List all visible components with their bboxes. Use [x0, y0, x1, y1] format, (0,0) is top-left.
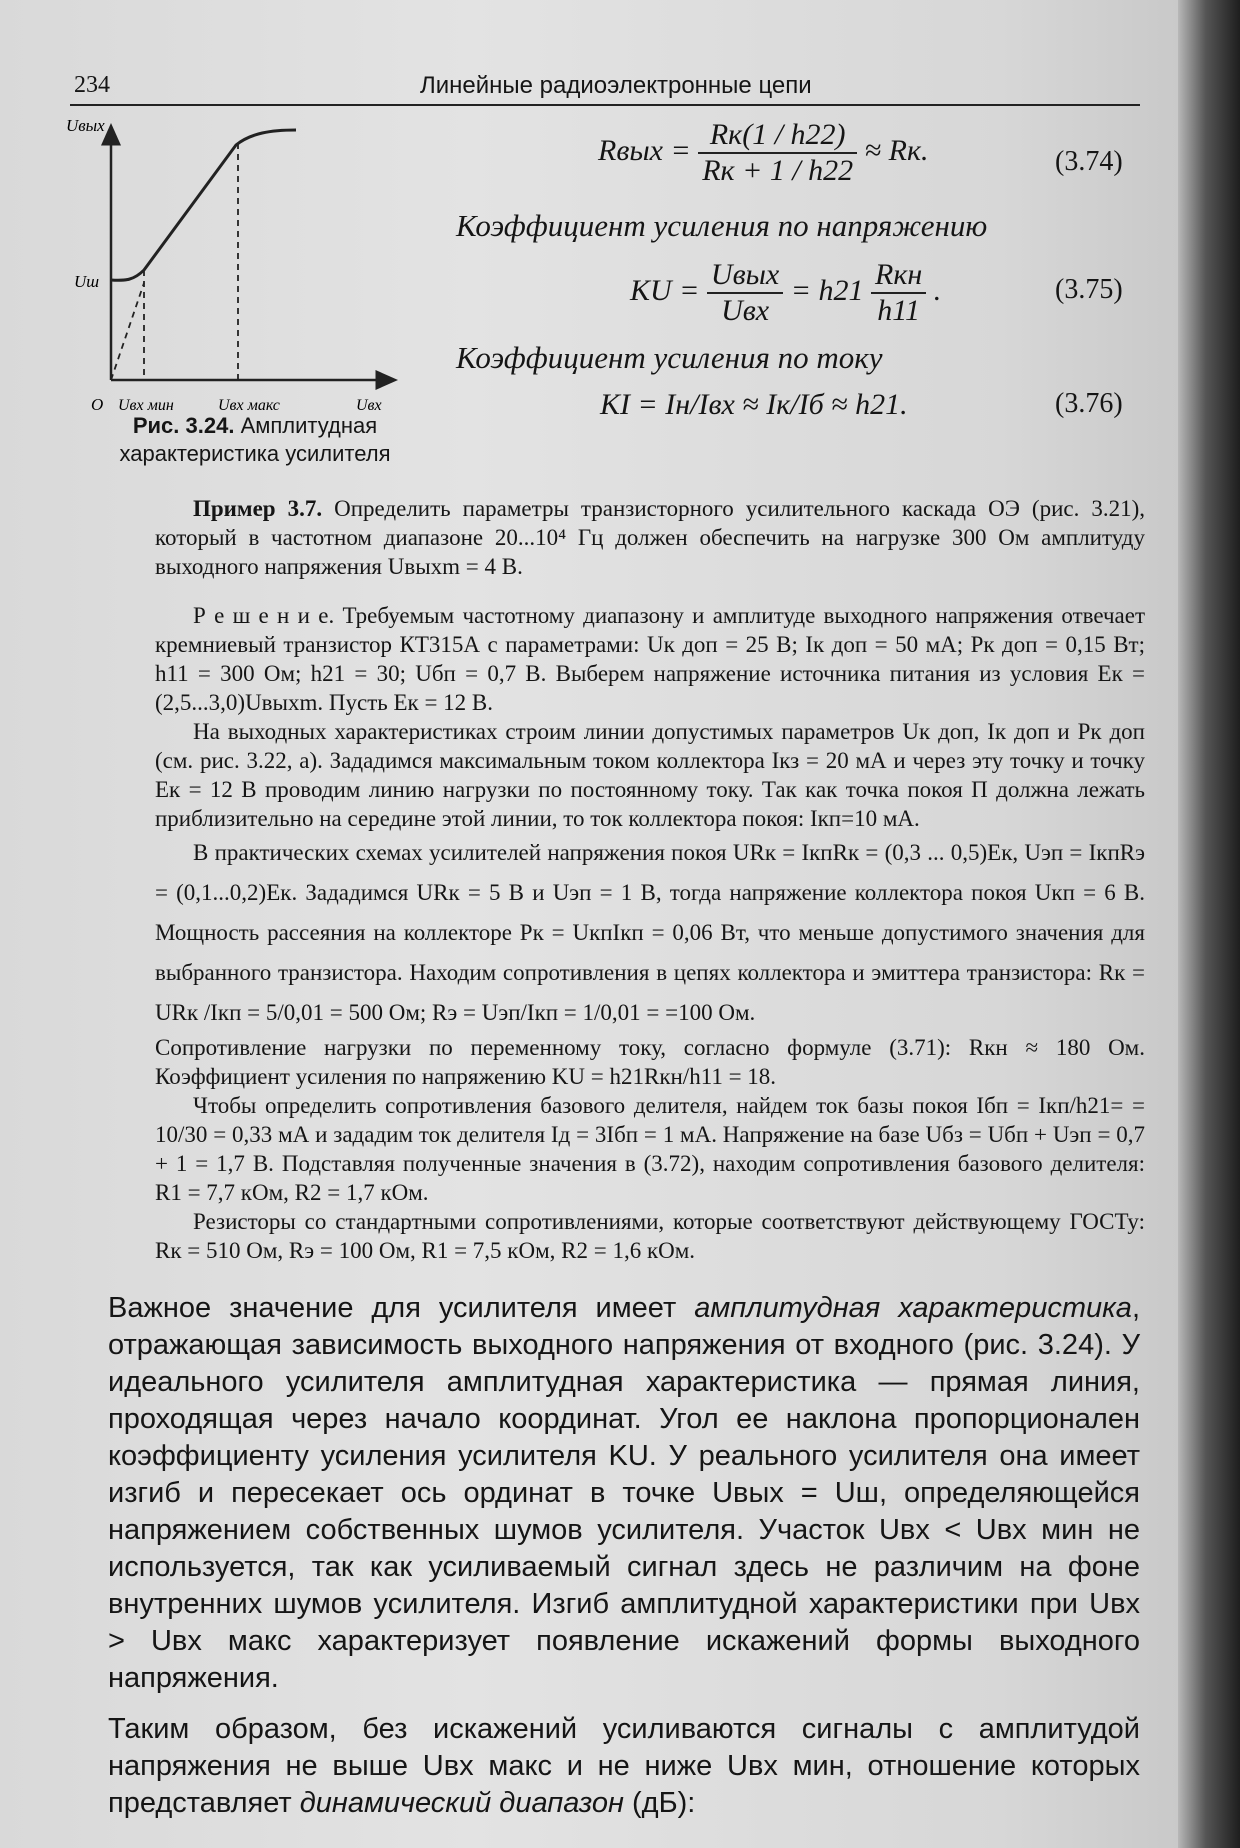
eq74-denominator: Rк + 1 / h22: [702, 154, 854, 187]
example-paragraph-4: В практических схемах усилителей напряжения покоя URк = IкпRк = (0,3 ... 0,5)Eк, Uэп = IкпRэ = (0,1...0,2)Eк. Зададимся URк = 5 В и Uэп = 1 В, тогда напряжение коллектора покоя Uкп = 6 В. Мощность рассеяния на коллекторе Pк = UкпIкп = 0,06 Вт, что меньше допустимого значения для выбранного транзистора. Находим сопротивления в цепях коллектора и эмиттера транзистора: Rк = URк /Iкп = 5/0,01 = 500 Ом; Rэ = Uэп/Iкп = 1/0,01 = =100 Ом.: [155, 840, 1145, 1025]
eq-number-3-75: (3.75): [1055, 274, 1123, 305]
example-block: [155, 494, 1145, 1265]
caption-number: Рис. 3.24.: [132, 413, 235, 438]
example-paragraph-3: На выходных характеристиках строим линии допустимых параметров Uк доп, Iк доп и Pк доп (см. рис. 3.22, а). Зададимся максимальным током коллектора Iкз = 20 мА и через эту точку и точку Eк = 12 В проводим линию нагрузки по постоянному току. Так как точка покоя П должна лежать приблизительно на середине этой линии, то ток коллектора покоя: Iкп=10 мА.: [155, 719, 1145, 831]
y-axis-label: Uвых: [66, 116, 105, 135]
example-paragraph-6: Чтобы определить сопротивления базового делителя, найдем ток базы покоя Iбп = Iкп/h21= = 10/30 = 0,33 мА и зададим ток делителя Iд = 3Iбп = 1 мА. Напряжение на базе Uбз = Uбп + Uэп = 0,7 + 1 = 1,7 В. Подставляя полученные значения в (3.72), находим сопротивления базового делителя: R1 = 7,7 кОм, R2 = 1,7 кОм.: [155, 1093, 1145, 1205]
ideal-line-dashed: [111, 283, 144, 380]
example-solution: Р е ш е н и е. Требуемым частотному диапазону и амплитуде выходного напряжения отвечает кремниевый транзистор КТ315А с параметрами: Uк доп = 25 В; Iк доп = 50 мА; Pк доп = 0,15 Вт; h11 = 300 Ом; h21 = 30; Uбп = 0,7 В. Выберем напряжение источника питания из условия Eк = (2,5...3,0)Uвыхm. Пусть Eк = 12 В.: [155, 603, 1146, 715]
origin-label: O: [91, 395, 104, 414]
x-min-label: Uвх мин: [118, 397, 174, 414]
equation-3-75: KU = $\frac{\text{Uвых}}{\text{Uвх}}$ = h21 $\frac{\text{Rкн}}{h11}$ .: [630, 258, 942, 327]
heading-current-gain: Коэффициент усиления по току: [456, 340, 883, 375]
main-paragraph-2: Таким образом, без искажений усиливаются сигналы с амплитудой напряжения не выше Uвх макс и не ниже Uвх мин, отношение которых представляет динамический диапазон (дБ):: [108, 1713, 1140, 1819]
book-spine-shadow: [1178, 0, 1240, 1848]
example-paragraph-5: Сопротивление нагрузки по переменному току, согласно формуле (3.71): Rкн ≈ 180 Ом. Коэффициент усиления по напряжению KU = h21Rкн/h11 = 18.: [155, 1035, 1145, 1089]
x-axis-label: Uвх: [356, 397, 382, 414]
example-paragraph-7: Резисторы со стандартными сопротивлениями, которые соответствуют действующему ГОСТу: Rк = 510 Ом, Rэ = 100 Ом, R1 = 7,5 кОм, R2 = 1,6 кОм.: [155, 1209, 1145, 1263]
noise-level-label: Uш: [74, 272, 100, 291]
solution-label: Р е ш е н и е.: [193, 603, 335, 628]
amplitude-characteristic-figure: [66, 116, 396, 414]
term-amplitude-characteristic: амплитудная характеристика: [694, 1292, 1132, 1324]
equation-3-74: Rвых = $\frac{Rк(1 / h22)}{Rк + 1 / h22}$ ≈ Rк.: [598, 118, 929, 187]
eq74-numerator: Rк(1 / h22): [698, 118, 857, 154]
page-number: 234: [74, 72, 110, 98]
characteristic-curve: [111, 130, 296, 280]
page-header: [70, 70, 1140, 106]
running-title: Линейные радиоэлектронные цепи: [420, 72, 812, 99]
eq-number-3-76: (3.76): [1055, 388, 1123, 419]
main-text: [108, 1290, 1140, 1822]
example-intro: Пример 3.7. Определить параметры транзисторного усилительного каскада ОЭ (рис. 3.21), который в частотном диапазоне 20...10⁴ Гц должен обеспечить на нагрузке 300 Ом амплитуду выходного напряжения Uвыхm = 4 В.: [155, 496, 1145, 579]
eq-number-3-74: (3.74): [1055, 146, 1123, 177]
main-paragraph-1: Важное значение для усилителя имеет амплитудная характеристика, отражающая зависимость выходного напряжения от входного (рис. 3.24). У идеального усилителя амплитудная характеристика — прямая линия, проходящая через начало координат. Угол ее наклона пропорционален коэффициенту усиления усилителя KU. У реального усилителя она имеет изгиб и пересекает ось ординат в точке Uвых = Uш, определяющейся напряжением собственных шумов усилителя. Участок Uвх < Uвх мин не используется, так как усиливаемый сигнал здесь не различим на фоне внутренних шумов усилителя. Изгиб амплитудной характеристики при Uвх > Uвх макс характеризует появление искажений формы выходного напряжения.: [108, 1292, 1140, 1694]
example-title: Пример 3.7.: [193, 496, 323, 521]
x-max-label: Uвх макс: [218, 397, 280, 414]
caption-line2: характеристика усилителя: [119, 441, 391, 466]
figure-caption: [95, 412, 415, 468]
caption-line1: Амплитудная: [240, 413, 378, 438]
heading-voltage-gain: Коэффициент усиления по напряжению: [456, 208, 988, 243]
equation-3-76: KI = Iн/Iвх ≈ Iк/Iб ≈ h21.: [600, 388, 908, 421]
term-dynamic-range: динамический диапазон: [299, 1787, 624, 1819]
